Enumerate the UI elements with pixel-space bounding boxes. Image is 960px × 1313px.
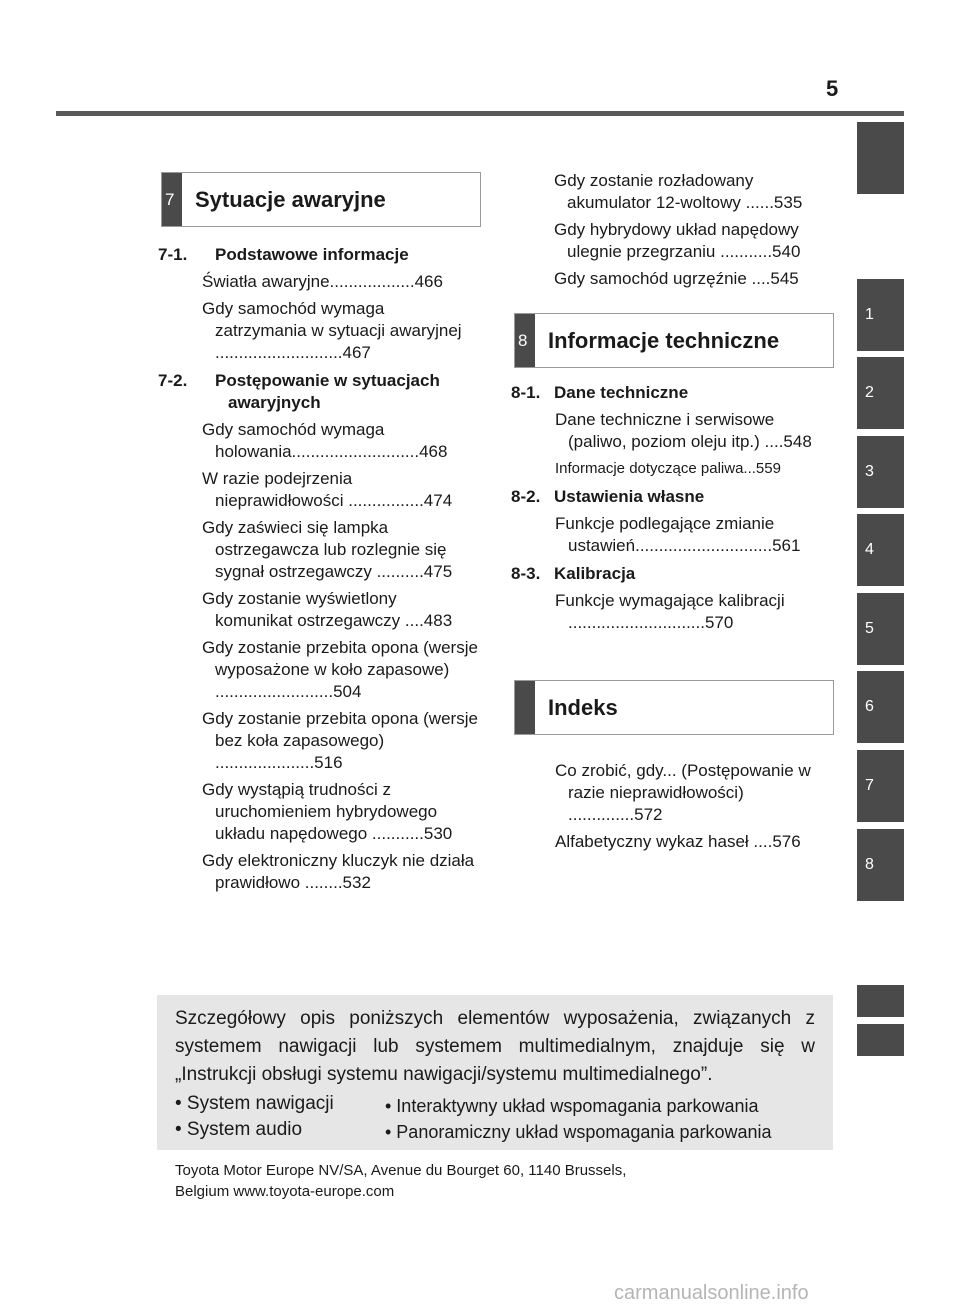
toc-entry[interactable]: Funkcje wymagające kalibracji .............................570 bbox=[555, 591, 785, 632]
toc-entry[interactable]: Informacje dotyczące paliwa...559 bbox=[555, 460, 781, 477]
section-title: Informacje techniczne bbox=[548, 327, 780, 353]
toc-entry[interactable]: Gdy zostanie wyświetlony komunikat ostrzegawczy ....483 bbox=[202, 589, 453, 630]
toc-column-index bbox=[511, 755, 831, 853]
footer-line: Belgium www.toyota-europe.com bbox=[175, 1183, 395, 1200]
toc-entry[interactable]: Dane techniczne i serwisowe (paliwo, poziom oleju itp.) ....548 bbox=[555, 410, 812, 451]
info-list-item: • Panoramiczny układ wspomagania parkowania bbox=[385, 1122, 772, 1142]
toc-entry[interactable]: Gdy zostanie przebita opona (wersje wyposażone w koło zapasowe) .........................504 bbox=[202, 638, 478, 701]
toc-entry[interactable]: Alfabetyczny wykaz haseł ....576 bbox=[555, 832, 801, 851]
info-box bbox=[157, 995, 833, 1150]
side-tab-blank-a[interactable] bbox=[857, 985, 904, 1017]
toc-entry[interactable]: Gdy zaświeci się lampka ostrzegawcza lub rozlegnie się sygnał ostrzegawczy ..........475 bbox=[202, 518, 453, 581]
side-tab-6[interactable]: 6 bbox=[857, 671, 904, 743]
watermark: carmanualsonline.info bbox=[614, 1282, 809, 1304]
toc-entry[interactable]: Światła awaryjne..................466 bbox=[202, 272, 443, 291]
info-list-left bbox=[175, 1091, 334, 1143]
side-tab-2[interactable]: 2 bbox=[857, 357, 904, 429]
section-header-7 bbox=[161, 172, 481, 227]
side-tab-3[interactable]: 3 bbox=[857, 436, 904, 508]
toc-column-right bbox=[511, 382, 831, 634]
section-number-badge: 8 bbox=[515, 314, 535, 367]
side-tab-blank-top[interactable] bbox=[857, 122, 904, 194]
side-tab-7[interactable]: 7 bbox=[857, 750, 904, 822]
toc-entry[interactable]: Funkcje podlegające zmianie ustawień.............................561 bbox=[555, 514, 801, 555]
side-tab-8[interactable]: 8 bbox=[857, 829, 904, 901]
toc-entry[interactable]: Gdy hybrydowy układ napędowy ulegnie przegrzaniu ...........540 bbox=[554, 220, 801, 261]
chapter-heading-7-2[interactable]: 7-2. Postępowanie w sytuacjach awaryjnych bbox=[158, 371, 440, 412]
footer-line: Toyota Motor Europe NV/SA, Avenue du Bourget 60, 1140 Brussels, bbox=[175, 1162, 627, 1179]
toc-entry[interactable]: Co zrobić, gdy... (Postępowanie w razie nieprawidłowości) ..............572 bbox=[555, 761, 811, 824]
side-tab-4[interactable]: 4 bbox=[857, 514, 904, 586]
toc-entry[interactable]: Gdy elektroniczny kluczyk nie działa prawidłowo ........532 bbox=[202, 851, 475, 892]
chapter-heading-8-2[interactable]: 8-2. Ustawienia własne bbox=[511, 487, 705, 506]
chapter-heading-8-1[interactable]: 8-1. Dane techniczne bbox=[511, 383, 689, 402]
toc-entry[interactable]: W razie podejrzenia nieprawidłowości ................474 bbox=[202, 469, 453, 510]
info-list-item: • System audio bbox=[175, 1119, 303, 1140]
section-title: Indeks bbox=[548, 694, 618, 720]
section-number-badge bbox=[515, 681, 535, 734]
section-header-8 bbox=[514, 313, 834, 368]
section-title: Sytuacje awaryjne bbox=[195, 186, 386, 212]
footer bbox=[175, 1160, 626, 1202]
toc-column-left bbox=[158, 244, 478, 894]
toc-column-right-continued bbox=[510, 165, 830, 290]
section-number-badge: 7 bbox=[162, 173, 182, 226]
section-header-index bbox=[514, 680, 834, 735]
toc-entry[interactable]: Gdy samochód wymaga zatrzymania w sytuacji awaryjnej ...........................467 bbox=[202, 299, 462, 362]
toc-entry[interactable]: Gdy wystąpią trudności z uruchomieniem hybrydowego układu napędowego ...........530 bbox=[202, 780, 453, 843]
chapter-heading-7-1[interactable]: 7-1. Podstawowe informacje bbox=[158, 245, 409, 264]
side-tab-1[interactable]: 1 bbox=[857, 279, 904, 351]
side-tab-5[interactable]: 5 bbox=[857, 593, 904, 665]
info-list-right bbox=[385, 1093, 772, 1145]
toc-entry[interactable]: Gdy samochód ugrzęźnie ....545 bbox=[554, 269, 799, 288]
info-list-item: • System nawigacji bbox=[175, 1093, 334, 1114]
page-number: 5 bbox=[826, 76, 839, 101]
toc-entry[interactable]: Gdy zostanie przebita opona (wersje bez koła zapasowego) .....................516 bbox=[202, 709, 478, 772]
info-list-item: • Interaktywny układ wspomagania parkowania bbox=[385, 1096, 759, 1116]
chapter-heading-8-3[interactable]: 8-3. Kalibracja bbox=[511, 564, 636, 583]
info-text: Szczegółowy opis poniższych elementów wyposażenia, związanych z systemem nawigacji lub systemem multimedialnym, znajduje się w „Instrukcji obsługi systemu nawigacji/systemu multimedialnego”. bbox=[175, 1008, 815, 1085]
toc-entry[interactable]: Gdy zostanie rozładowany akumulator 12-woltowy ......535 bbox=[554, 171, 803, 212]
toc-entry[interactable]: Gdy samochód wymaga holowania...........................468 bbox=[202, 420, 448, 461]
header-rule bbox=[56, 111, 904, 116]
side-tab-blank-b[interactable] bbox=[857, 1024, 904, 1056]
